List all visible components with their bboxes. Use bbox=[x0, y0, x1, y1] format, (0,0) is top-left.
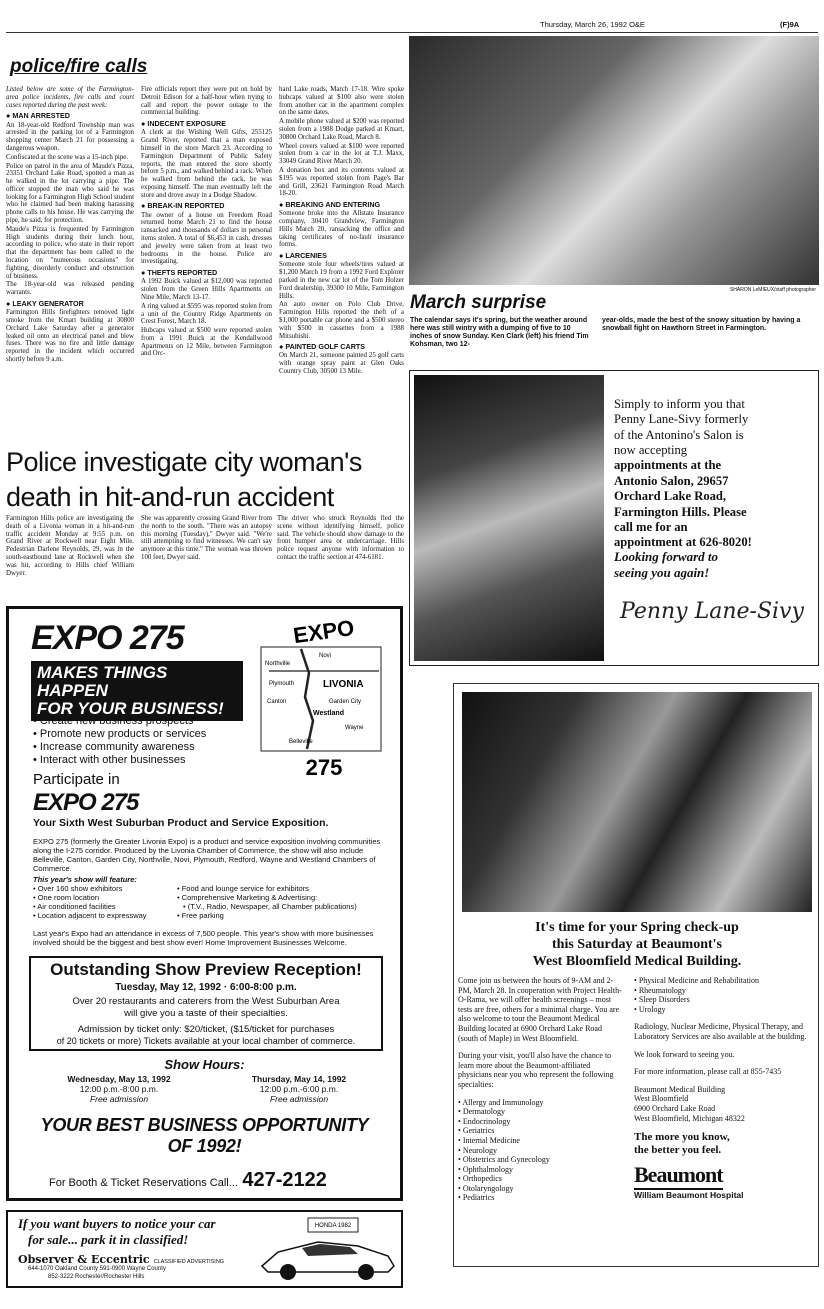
expo-logo-bottom: 275 bbox=[305, 755, 343, 780]
item-text: Wheel covers valued at $100 were reported stolen from a car in the lot at T.J. Maxx, 33049 Grand River March 20. bbox=[279, 142, 404, 166]
show-day-2 bbox=[229, 1075, 369, 1104]
expo-feature: • One room location bbox=[33, 893, 173, 902]
expo-feature: • Location adjacent to expressway bbox=[33, 911, 173, 920]
photo-caption-right: year-olds, made the best of the snowy situation by having a snowball fight on Hawthorn Street in Farmington. bbox=[602, 317, 801, 333]
item-text: Fire officials report they were put on hold by Detroit Edison for a half-hour when trying to call and report the power outage to the commercial building. bbox=[141, 86, 272, 117]
expo-banner bbox=[31, 661, 243, 721]
reception-line: Over 20 restaurants and caterers from the West Suburban Area bbox=[72, 996, 340, 1007]
i275-route bbox=[301, 649, 313, 749]
show-day-1-free: Free admission bbox=[89, 1093, 149, 1104]
expo-logo-top: EXPO bbox=[291, 614, 356, 649]
show-day-2-free: Free admission bbox=[269, 1093, 329, 1104]
salon-line: Orchard Lake Road, bbox=[614, 489, 727, 504]
salon-closing-1: Looking forward to bbox=[614, 549, 719, 564]
show-day-2-time: 12:00 p.m.-6:00 p.m. bbox=[259, 1083, 339, 1094]
eye-exam-photo bbox=[462, 692, 812, 912]
expo-title-small: EXPO 275 bbox=[33, 789, 139, 816]
item-text: A 1992 Buick valued at $12,000 was reported stolen from the Green Hills Apartments on Nine Mile, March 13-17. bbox=[141, 278, 272, 301]
item-heading: ● LARCENIES bbox=[279, 252, 404, 260]
map-label: Canton bbox=[267, 699, 287, 705]
item-heading: ● BREAKING AND ENTERING bbox=[279, 201, 404, 209]
item-heading: ● THEFTS REPORTED bbox=[141, 269, 272, 277]
item-text: An 18-year-old Redford Township man was arrested in the parking lot of a Farmington shopping center March 21 for possessing a dangerous weapon. bbox=[6, 121, 134, 152]
expo-bullet: • Interact with other businesses bbox=[33, 754, 253, 767]
section-title: police/fire calls bbox=[10, 56, 148, 77]
map-label: Northville bbox=[265, 661, 291, 667]
classified-ad bbox=[6, 1210, 403, 1288]
show-day-1-time: 12:00 p.m.-8:00 p.m. bbox=[79, 1083, 159, 1094]
item-text: On March 21, someone painted 25 golf carts with orange spray paint at Glen Oaks Country Club, 30500 13 Mile. bbox=[279, 352, 404, 376]
story-headline-1: Police investigate city woman's bbox=[6, 447, 362, 477]
item-text: The 18-year-old was released pending warrants. bbox=[6, 281, 134, 297]
story-column-3: The driver who struck Reynolds fled the scene without identifying himself, police said. The vehicle should show damage to the front bumper area or undercarriage. Hills police request anyone with information to contact the traffic section at 474-6181. bbox=[277, 515, 404, 561]
beaumont-address-line: West Bloomfield, Michigan 48322 bbox=[634, 1113, 745, 1123]
reception-line: will give you a taste of their specialties. bbox=[124, 1008, 288, 1019]
salon-signature: Penny Lane-Sivy bbox=[620, 599, 804, 624]
item-text: A clerk at the Wishing Well Gifts, 255125 Grand River, reported that a man exposed himself in the store March 23. According to Farmington Department of Public Safety reports, the man entered the store shortly before 5 p.m., and walked behind a rack. When he walked from behind the rack, he was exposing himself. The man eventually left the store and drove away in a Dodge Shadow. bbox=[141, 129, 272, 199]
beaumont-ad bbox=[453, 683, 819, 1267]
expo-feature: • Air conditioned facilities bbox=[33, 902, 173, 911]
beaumont-intro: Come join us between the hours of 9-AM and 2-PM, March 28. In cooperation with Project Health-O-Rama, we will offer health screenings – most tests are free, others for a minimal charge. You are also welcome to tour the Beaumont Medical Building located at 6900 Orchard Lake Road (south of Maple) in West Bloomfield. bbox=[458, 976, 622, 1043]
hours-title: Show Hours: bbox=[164, 1057, 245, 1072]
specialty-item: • Ophthalmology bbox=[458, 1165, 623, 1175]
map-label: Wayne bbox=[345, 725, 364, 731]
beaumont-tagline: the better you feel. bbox=[634, 1144, 722, 1157]
police-column-1 bbox=[6, 86, 134, 442]
item-text: A donation box and its contents valued at $195 was reported stolen from Page's Bar and Grill, 23621 Farmington Road March 18-20. bbox=[279, 166, 404, 198]
booth-phone: 427-2122 bbox=[242, 1169, 327, 1191]
specialty-item: • Otolaryngology bbox=[458, 1184, 623, 1194]
car-illustration bbox=[258, 1216, 398, 1286]
item-heading: ● INDECENT EXPOSURE bbox=[141, 120, 272, 128]
beaumont-services: Radiology, Nuclear Medicine, Physical Therapy, and Laboratory Services are also available at the building. bbox=[634, 1022, 807, 1041]
item-text: Someone broke into the Allstate Insurance company, 30410 Grandview, Farmington Hills March 20, ransacking the office and taking certificates of no-fault insurance forms. bbox=[279, 210, 404, 249]
oe-brand-tail: CLASSIFIED ADVERTISING bbox=[153, 1259, 225, 1265]
show-day-1 bbox=[49, 1075, 189, 1104]
car-wheel bbox=[280, 1264, 296, 1280]
classified-line-2: for sale... park it in classified! bbox=[28, 1232, 189, 1247]
expo-feature: • Food and lounge service for exhibitors bbox=[177, 884, 397, 893]
expo-feature: • Free parking bbox=[177, 911, 397, 920]
expo-features-left bbox=[33, 884, 173, 920]
police-column-3 bbox=[279, 86, 404, 442]
specialty-item: • Pediatrics bbox=[458, 1193, 623, 1203]
salon-line: of the Antonino's Salon is bbox=[614, 427, 744, 442]
map-label: Garden City bbox=[329, 699, 362, 705]
beaumont-headline-line: this Saturday at Beaumont's bbox=[552, 936, 722, 952]
beaumont-visit: During your visit, you'll also have the chance to learn more about the Beaumont-affiliated physicians near you who represent the following specialties: bbox=[458, 1051, 614, 1089]
expo-title: EXPO 275 bbox=[31, 619, 184, 657]
item-text: An auto owner on Polo Club Drive, Farmington Hills reported the theft of a $1,000 portable car phone and a $500 stereo with $500 in cassettes from a 1988 Mitsubishi. bbox=[279, 301, 404, 340]
page-code: (F)9A bbox=[780, 20, 800, 29]
beaumont-address-line: West Bloomfield bbox=[634, 1094, 689, 1104]
car-wheel bbox=[358, 1264, 374, 1280]
expo-bullet: • Promote new products or services bbox=[33, 728, 253, 741]
specialties-list-left bbox=[458, 1098, 623, 1204]
booth-call bbox=[49, 1169, 389, 1192]
expo-feature: • Over 160 show exhibitors bbox=[33, 884, 173, 893]
expo-bullets bbox=[33, 715, 253, 767]
beaumont-headline-line: West Bloomfield Medical Building. bbox=[532, 953, 742, 969]
expo-bullet: • Create new business prospects bbox=[33, 715, 253, 728]
salon-line: appointments at the bbox=[614, 458, 722, 473]
reception-box bbox=[29, 956, 383, 1051]
specialty-item: • Physical Medicine and Rehabilitation bbox=[634, 976, 814, 986]
beaumont-left-column bbox=[458, 976, 623, 1203]
specialty-item: • Allergy and Immunology bbox=[458, 1098, 623, 1108]
specialties-list-right bbox=[634, 976, 814, 1014]
classified-phones-1: 644-1070 Oakland County 591-0900 Wayne County bbox=[28, 1266, 166, 1272]
beaumont-info: For more information, please call at 855-7435 bbox=[634, 1067, 782, 1077]
booth-text: For Booth & Ticket Reservations Call... bbox=[49, 1177, 238, 1189]
salon-message bbox=[614, 397, 814, 551]
specialty-item: • Geriatrics bbox=[458, 1126, 623, 1136]
classified-line-1: If you want buyers to notice your car bbox=[18, 1216, 216, 1231]
best-opportunity-line: OF 1992! bbox=[167, 1135, 242, 1156]
map-label: Westland bbox=[313, 710, 344, 717]
beaumont-right-column bbox=[634, 976, 814, 1200]
show-day-1-date: Wednesday, May 13, 1992 bbox=[67, 1074, 171, 1084]
reception-line: Admission by ticket only: $20/ticket, ($15/ticket for purchases bbox=[77, 1024, 335, 1035]
expo-banner-line: MAKES THINGS HAPPEN bbox=[37, 663, 168, 700]
item-text: Someone stole four wheels/tires valued at $1,200 March 19 from a 1992 Ford Explorer parked in the new car lot of the Tom Holzer Ford dealership, 39300 10 Mile, Farmington Hills. bbox=[279, 261, 404, 300]
item-text: Confiscated at the scene was a 15-inch pipe. bbox=[6, 153, 129, 161]
oe-brand-name: Observer & Eccentric bbox=[18, 1253, 150, 1266]
beaumont-address-line: Beaumont Medical Building bbox=[634, 1084, 726, 1094]
expo-subtitle: Your Sixth West Suburban Product and Service Exposition. bbox=[33, 817, 329, 829]
expo-feature: • Comprehensive Marketing & Advertising: bbox=[177, 893, 397, 902]
map-label: LIVONIA bbox=[323, 679, 364, 690]
price-tag-text: HONDA 1982 bbox=[314, 1223, 352, 1229]
expo-last-year: Last year's Expo had an attendance in excess of 7,500 people. This year's show with more businesses involved should be the biggest and best show ever! Home Improvement Businesses Welcome. bbox=[33, 929, 374, 947]
salon-line: appointment at 626-8020! bbox=[614, 535, 752, 550]
salon-line: Simply to inform you that bbox=[614, 397, 745, 411]
expo-features-right bbox=[177, 884, 397, 920]
expo-map bbox=[249, 613, 399, 781]
reception-date: Tuesday, May 12, 1992 · 6:00-8:00 p.m. bbox=[115, 982, 297, 993]
page-date-line: Thursday, March 26, 1992 O&E bbox=[540, 20, 645, 29]
beaumont-address-line: 6900 Orchard Lake Road bbox=[634, 1103, 716, 1113]
snowball-fight-photo bbox=[409, 36, 819, 285]
beaumont-hospital-name: William Beaumont Hospital bbox=[634, 1189, 744, 1200]
photo-caption-left: The calendar says it's spring, but the weather around here was still wintry with a dumping of five to 10 inches of snow Sunday. Ken Clark (left) his friend Tim Kohsman, two 12- bbox=[410, 317, 589, 349]
item-heading: ● PAINTED GOLF CARTS bbox=[279, 343, 404, 351]
story-column-1: Farmington Hills police are investigating the death of a Livonia woman in a hit-and-run traffic accident Monday at 9:55 p.m. on Grand River at Rockwell near Eight Mile. Pedestrian Darlene Reynolds, 29, was in the south-eastbound lane at Rockwell when she was hit, according to Hills chief William Dwyer. bbox=[6, 515, 134, 577]
salon-line: now accepting bbox=[614, 443, 688, 458]
item-text: The owner of a house on Freedom Road returned home March 21 to find the house ransacked and thousands of dollars in personal items stolen. A total of $6,453 in cash, dresses and jewelry were taken from at least two bedrooms in the house. Police are investigating. bbox=[141, 211, 272, 266]
item-heading: ● MAN ARRESTED bbox=[6, 112, 134, 120]
item-text: Police on patrol in the area of Maude's Pizza, 23351 Orchard Lake Road, spotted a man as he walked in the lot carrying a pipe. The officer stopped the man who said he was looking for a Farmington High School student who he claimed had been making harassing phone calls to his house. He was carrying the pipe, he said, for protection. bbox=[6, 162, 134, 225]
map-label: Plymouth bbox=[269, 681, 295, 687]
expo-275-ad bbox=[6, 606, 403, 1201]
reception-title: Outstanding Show Preview Reception! bbox=[50, 960, 362, 979]
item-text: Hubcaps valued at $500 were reported stolen from a 1991 Buick at the Kendallwood Apartments on 12 Mile, between Farmington and Orc- bbox=[141, 327, 272, 358]
expo-feature: • (T.V., Radio, Newspaper, all Chamber publications) bbox=[177, 902, 397, 911]
best-opportunity-line: YOUR BEST BUSINESS OPPORTUNITY bbox=[40, 1115, 369, 1135]
police-column-2 bbox=[141, 86, 272, 442]
specialty-item: • Rheumatology bbox=[634, 986, 814, 996]
specialty-item: • Urology bbox=[634, 1005, 814, 1015]
penny-lane-photo bbox=[414, 375, 604, 661]
best-opportunity bbox=[9, 1115, 400, 1156]
intro-text: Listed below are some of the Farmington-area police incidents, fire calls and court cases reported during the past week: bbox=[6, 86, 134, 109]
story-headline-2: death in hit-and-run accident bbox=[6, 482, 334, 512]
specialty-item: • Obstetrics and Gynecology bbox=[458, 1155, 623, 1165]
photo-credit: SHARON LeMIEUX/staff photographer bbox=[729, 287, 816, 293]
beaumont-tagline: The more you know, bbox=[634, 1131, 730, 1144]
reception-line: of 20 tickets or more) Tickets available at your local chamber of commerce. bbox=[56, 1036, 356, 1046]
specialty-item: • Neurology bbox=[458, 1146, 623, 1156]
salon-line: call me for an bbox=[614, 519, 688, 534]
expo-feature-head: This year's show will feature: bbox=[33, 875, 137, 884]
expo-body: EXPO 275 (formerly the Greater Livonia Expo) is a product and service exposition involving communities along the I-275 corridor. Produced by the Livonia Chamber of Commerce, the show will also include Belleville, Canton, Garden City, Northville, Novi, Plymouth, Redford, Wayne and Westland Chambers of Commerce. bbox=[33, 837, 381, 873]
beaumont-seeing-you: We look forward to seeing you. bbox=[634, 1049, 735, 1059]
item-heading: ● LEAKY GENERATOR bbox=[6, 300, 134, 308]
specialty-item: • Orthopedics bbox=[458, 1174, 623, 1184]
map-label: Belleville bbox=[289, 739, 313, 745]
specialty-item: • Endocrinology bbox=[458, 1117, 623, 1127]
story-column-2: She was apparently crossing Grand River from the north to the south. "There was an autopsy this morning (Tuesday)," Dwyer said. "We're still attempting to find witnesses. We can't say anymore at this time." The woman was thrown 100 feet, Dwyer said. bbox=[141, 515, 272, 561]
salon-line: Penny Lane-Sivy formerly bbox=[614, 412, 749, 427]
item-text: Maude's Pizza is frequented by Farmington High students during their lunch hour, according to police, who state in their report that the department has been called to the location on "numerous occasions" for fighting, disorderly conduct and obstruction of business. bbox=[6, 225, 134, 280]
salon-line: Antonio Salon, 29657 bbox=[614, 473, 729, 488]
item-text: Farmington Hills firefighters removed light smoke from the Kmart building at 30800 Orchard Lake Saturday after a generator leaked oil onto an electrical panel and blew fuses. There was no fire and little damage reported in the incident which occurred shortly before 9 a.m. bbox=[6, 309, 134, 363]
item-heading: ● BREAK-IN REPORTED bbox=[141, 202, 272, 210]
beaumont-headline-line: It's time for your Spring check-up bbox=[535, 920, 739, 935]
salon-ad bbox=[409, 370, 819, 666]
specialty-item: • Sleep Disorders bbox=[634, 995, 814, 1005]
specialty-item: • Dermatology bbox=[458, 1107, 623, 1117]
expo-participate: Participate in bbox=[33, 771, 120, 788]
item-text: hard Lake roads, March 17-18. Wire spoke hubcaps valued at $100 also were stolen from another car in the apartment complex on the same dates. bbox=[279, 86, 404, 117]
specialty-item: • Internal Medicine bbox=[458, 1136, 623, 1146]
show-day-2-date: Thursday, May 14, 1992 bbox=[251, 1074, 347, 1084]
header-rule bbox=[6, 32, 818, 33]
beaumont-headline bbox=[454, 920, 820, 970]
salon-line: Farmington Hills. Please bbox=[614, 504, 747, 519]
item-text: A ring valued at $595 was reported stolen from a unit of the Country Ridge Apartments on Crest Forest, March 18. bbox=[141, 302, 272, 326]
photo-headline: March surprise bbox=[410, 292, 547, 313]
classified-phones-2: 852-3222 Rochester/Rochester Hills bbox=[48, 1274, 145, 1280]
beaumont-logo: Beaumont bbox=[634, 1162, 723, 1190]
expo-bullet: • Increase community awareness bbox=[33, 741, 253, 754]
map-label: Novi bbox=[319, 653, 332, 659]
expo-banner-line: FOR YOUR BUSINESS! bbox=[37, 698, 224, 718]
item-text: A mobile phone valued at $200 was reported stolen from a 1988 Dodge parked at Kmart, 30800 Orchard Lake Road, March 8. bbox=[279, 118, 404, 141]
salon-closing-2: seeing you again! bbox=[614, 565, 710, 580]
